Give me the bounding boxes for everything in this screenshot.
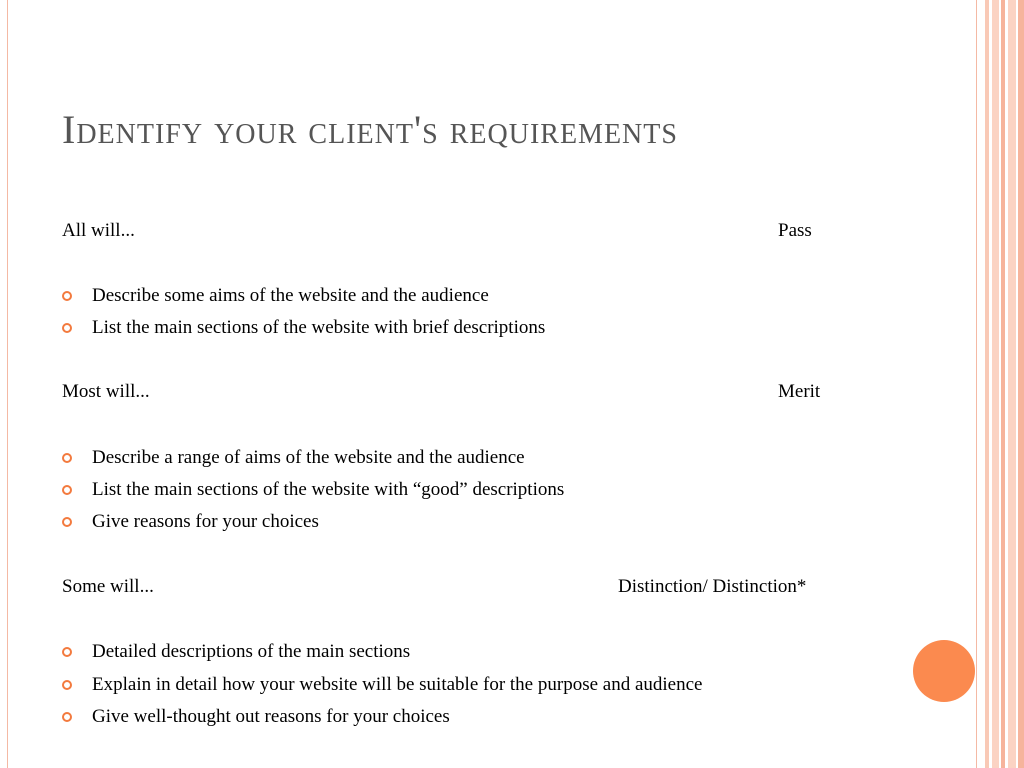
decor-circle — [913, 640, 975, 702]
section-label: Some will... — [62, 576, 154, 597]
bullet-circle-icon — [62, 453, 72, 463]
bullet-circle-icon — [62, 712, 72, 722]
list-item-text: Describe a range of aims of the website and the audience — [92, 447, 525, 468]
list-item-text: List the main sections of the website with brief descriptions — [92, 317, 546, 338]
list-item-text: List the main sections of the website with “good” descriptions — [92, 479, 565, 500]
section-label: Most will... — [62, 381, 150, 402]
list-item-text: Give reasons for your choices — [92, 511, 319, 532]
section-grade: Merit — [778, 381, 821, 402]
decor-stripe — [1008, 0, 1016, 768]
slide-title: Identify your client's requirements — [62, 107, 678, 152]
section-label: All will... — [62, 220, 135, 241]
decor-stripe — [985, 0, 989, 768]
bullet-circle-icon — [62, 680, 72, 690]
section-grade: Distinction/ Distinction* — [618, 576, 807, 597]
bullet-circle-icon — [62, 291, 72, 301]
section-grade: Pass — [778, 220, 812, 241]
bullet-circle-icon — [62, 517, 72, 527]
bullet-circle-icon — [62, 647, 72, 657]
decor-stripe — [1001, 0, 1005, 768]
list-item-text: Explain in detail how your website will be suitable for the purpose and audience — [92, 674, 703, 695]
bullet-circle-icon — [62, 485, 72, 495]
decor-stripe — [1018, 0, 1024, 768]
bullet-circle-icon — [62, 323, 72, 333]
list-item-text: Give well-thought out reasons for your choices — [92, 706, 450, 727]
list-item-text: Detailed descriptions of the main sections — [92, 641, 411, 662]
decor-stripe — [992, 0, 999, 768]
list-item-text: Describe some aims of the website and the audience — [92, 285, 489, 306]
